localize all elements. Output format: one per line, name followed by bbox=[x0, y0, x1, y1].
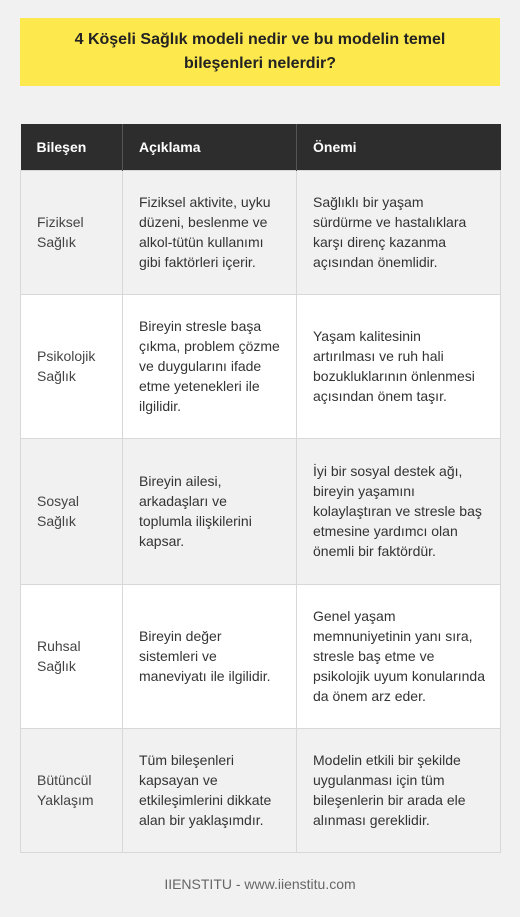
cell-importance: Yaşam kalitesinin artırılması ve ruh hali bozukluklarının önlenmesi açısından önem taşır. bbox=[297, 294, 501, 438]
page-title: 4 Köşeli Sağlık modeli nedir ve bu modelin temel bileşenleri nelerdir? bbox=[74, 31, 446, 72]
footer-credit: IIENSTITU - www.iienstitu.com bbox=[164, 876, 356, 892]
components-table bbox=[20, 124, 501, 853]
cell-importance: Sağlıklı bir yaşam sürdürme ve hastalıklara karşı direnç kazanma açısından önemlidir. bbox=[297, 170, 501, 294]
cell-importance: Modelin etkili bir şekilde uygulanması için tüm bileşenlerin bir arada ele alınması gereklidir. bbox=[297, 728, 501, 852]
cell-component: Sosyal Sağlık bbox=[21, 438, 123, 584]
cell-description: Bireyin değer sistemleri ve maneviyatı ile ilgilidir. bbox=[123, 584, 297, 728]
table-row bbox=[21, 438, 501, 584]
column-header-component: Bileşen bbox=[21, 124, 123, 170]
cell-importance: Genel yaşam memnuniyetinin yanı sıra, stresle baş etme ve psikolojik uyum konularında da önem arz eder. bbox=[297, 584, 501, 728]
cell-description: Bireyin stresle başa çıkma, problem çözme ve duygularını ifade etme yetenekleri ile ilgilidir. bbox=[123, 294, 297, 438]
table-header-row bbox=[21, 124, 501, 170]
title-banner bbox=[20, 18, 500, 86]
cell-description: Bireyin ailesi, arkadaşları ve toplumla ilişkilerini kapsar. bbox=[123, 438, 297, 584]
table-row bbox=[21, 170, 501, 294]
column-header-importance: Önemi bbox=[297, 124, 501, 170]
cell-component: Bütüncül Yaklaşım bbox=[21, 728, 123, 852]
cell-description: Fiziksel aktivite, uyku düzeni, beslenme ve alkol-tütün kullanımı gibi faktörleri içerir. bbox=[123, 170, 297, 294]
cell-component: Fiziksel Sağlık bbox=[21, 170, 123, 294]
cell-description: Tüm bileşenleri kapsayan ve etkileşimlerini dikkate alan bir yaklaşımdır. bbox=[123, 728, 297, 852]
table-row bbox=[21, 728, 501, 852]
table-row bbox=[21, 294, 501, 438]
column-header-description: Açıklama bbox=[123, 124, 297, 170]
cell-importance: İyi bir sosyal destek ağı, bireyin yaşamını kolaylaştıran ve stresle baş etmesine yardımcı olan önemli bir faktördür. bbox=[297, 438, 501, 584]
cell-component: Ruhsal Sağlık bbox=[21, 584, 123, 728]
table-row bbox=[21, 584, 501, 728]
cell-component: Psikolojik Sağlık bbox=[21, 294, 123, 438]
